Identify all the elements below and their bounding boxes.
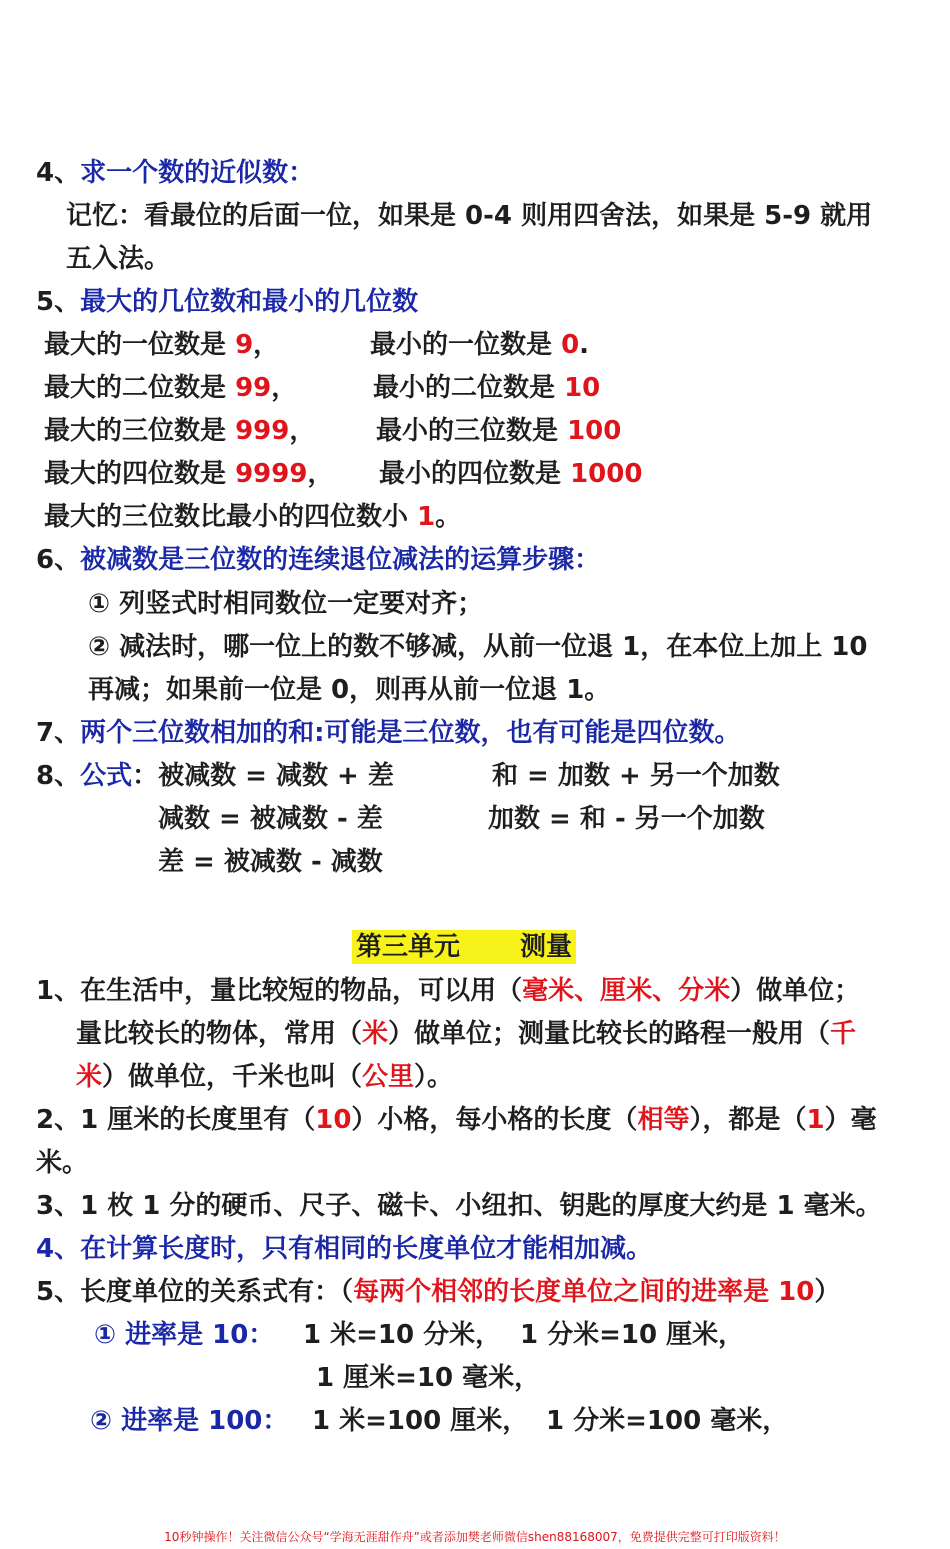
section-4-heading: [36, 157, 314, 189]
formula-4: 加数 = 和 - 另一个加数: [488, 804, 765, 834]
unit-title-highlight: 第三单元 测量: [352, 930, 576, 964]
step-2-cont: 再减；如果前一位是 0，则再从前一位退 1。: [88, 675, 611, 705]
section-number: 7、: [36, 718, 81, 748]
unit-item-3: 3、1 枚 1 分的硬币、尺子、磁卡、小纽扣、钥匙的厚度大约是 1 毫米。: [36, 1191, 882, 1221]
section-6-heading: [36, 544, 600, 576]
section-number: 5、: [36, 287, 81, 317]
max-4-digit: 最大的四位数是 9999，: [44, 459, 334, 489]
min-3-digit: 最小的三位数是 100: [376, 416, 622, 446]
step-2: ② 减法时，哪一位上的数不够减，从前一位退 1，在本位上加上 10: [88, 632, 868, 662]
ratio-100-label: ② 进率是 100：: [90, 1406, 289, 1436]
formula-3: 减数 = 被减数 - 差: [158, 804, 383, 834]
ratio-10-label: ① 进率是 10：: [94, 1320, 275, 1350]
ratio-100-b: 1 分米=100 毫米，: [546, 1406, 789, 1436]
unit-heading: [352, 931, 576, 963]
unit-item-1-line-3: 米）做单位，千米也叫（公里）。: [76, 1062, 454, 1092]
ratio-100-a: 1 米=100 厘米，: [312, 1406, 529, 1436]
section-title: 求一个数的近似数：: [80, 158, 315, 188]
section-8-heading: [36, 760, 394, 792]
section-number: 8、: [36, 761, 81, 791]
ratio-10-c: 1 厘米=10 毫米，: [316, 1363, 541, 1393]
formula-1: ：被减数 = 减数 + 差: [132, 761, 394, 791]
section-5-heading: [36, 286, 418, 318]
section-7-heading: [36, 717, 741, 749]
ratio-10-b: 1 分米=10 厘米，: [520, 1320, 745, 1350]
section-number: 6、: [36, 545, 81, 575]
formula-label: 公式: [80, 761, 133, 791]
section-title: 最大的几位数和最小的几位数: [80, 287, 419, 317]
ratio-10-a: 1 米=10 分米，: [303, 1320, 502, 1350]
max-3-digit: 最大的三位数是 999，: [44, 416, 316, 446]
footer-notice: 10秒钟操作！关注微信公众号“学海无涯甜作舟”或者添加樊老师微信shen88168007，免费提供完整可打印版资料！: [164, 1530, 786, 1544]
section-text: 两个三位数相加的和:可能是三位数，也有可能是四位数。: [80, 718, 741, 748]
max-1-digit: 最大的一位数是 9，: [44, 330, 280, 360]
difference-line: 最大的三位数比最小的四位数小 1。: [44, 502, 462, 532]
min-4-digit: 最小的四位数是 1000: [379, 459, 643, 489]
unit-item-2-line-1: 2、1 厘米的长度里有（10）小格，每小格的长度（相等），都是（1）毫: [36, 1105, 877, 1135]
formula-2: 和 = 加数 + 另一个加数: [492, 761, 780, 791]
memory-line-2: 五入法。: [66, 244, 171, 274]
step-1: ① 列竖式时相同数位一定要对齐；: [88, 589, 484, 619]
unit-item-1-line-1: 1、在生活中，量比较短的物品，可以用（毫米、厘米、分米）做单位；: [36, 976, 861, 1006]
section-title: 被减数是三位数的连续退位减法的运算步骤：: [80, 545, 601, 575]
unit-item-1-line-2: 量比较长的物体，常用（米）做单位；测量比较长的路程一般用（千: [76, 1019, 857, 1049]
unit-item-4: 4、在计算长度时，只有相同的长度单位才能相加减。: [36, 1234, 653, 1264]
formula-5: 差 = 被减数 - 减数: [158, 847, 383, 877]
unit-item-5: 5、长度单位的关系式有：（每两个相邻的长度单位之间的进率是 10）: [36, 1277, 841, 1307]
memory-line-1: 记忆：看最位的后面一位，如果是 0-4 则用四舍法，如果是 5-9 就用: [66, 201, 873, 231]
max-2-digit: 最大的二位数是 99，: [44, 373, 298, 403]
section-number: 4、: [36, 158, 81, 188]
min-2-digit: 最小的二位数是 10: [373, 373, 601, 403]
min-1-digit: 最小的一位数是 0.: [370, 330, 590, 360]
unit-item-2-line-2: 米。: [36, 1148, 89, 1178]
